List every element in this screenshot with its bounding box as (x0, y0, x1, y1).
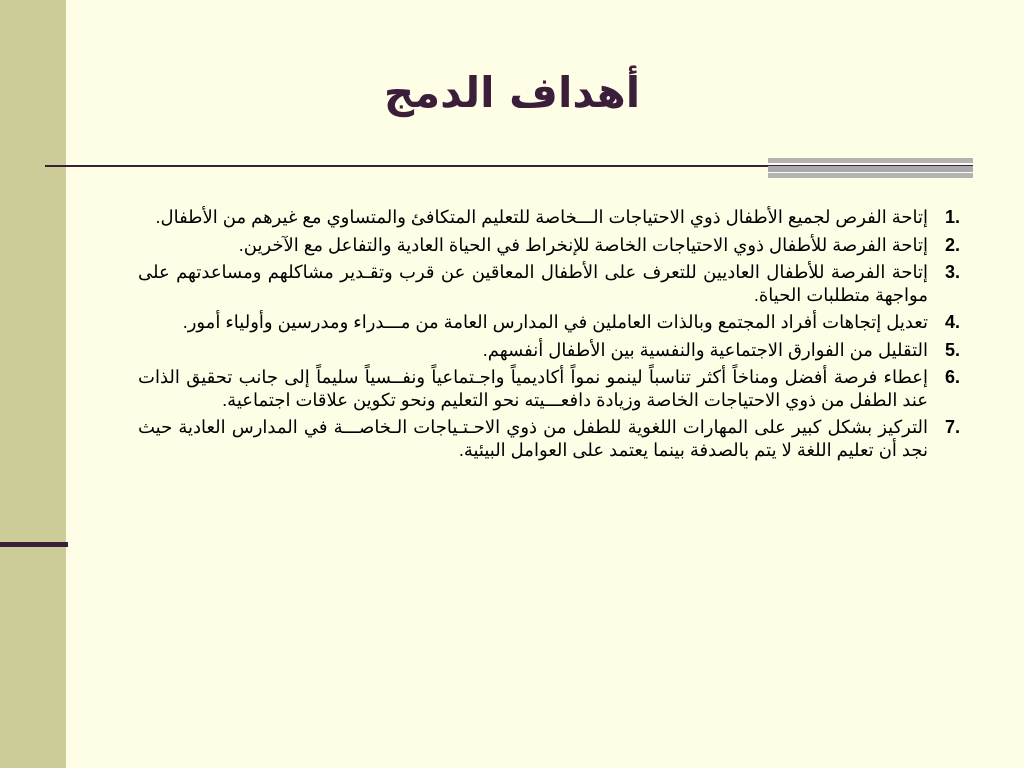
title-accent-bars (768, 156, 973, 180)
accent-bar (768, 166, 973, 172)
item-number: 3. (944, 262, 960, 282)
item-text: تعديل إتجاهات أفراد المجتمع وبالذات العاملين في المدارس العامة من مـــدراء ومدرسين وأولياء أمور. (182, 312, 928, 332)
item-number: 1. (944, 207, 960, 227)
left-band-divider (0, 542, 68, 547)
list-item (138, 366, 960, 411)
item-number: 5. (944, 339, 960, 360)
accent-bar (768, 158, 973, 163)
item-number: 6. (944, 367, 960, 387)
item-text: إتاحة الفرصة للأطفال ذوي الاحتياجات الخاصة للإنخراط في الحياة العادية والتفاعل مع الآخرين. (238, 234, 928, 255)
slide-title: أهداف الدمج (383, 68, 641, 117)
item-text: التركيز بشكل كبير على المهارات اللغوية للطفل من ذوي الاحـتـياجات الـخاصـــة في المدارس العادية حيث نجد أن تعليم اللغة لا يتم بالصدفة بينما يعتمد على العوامل البيئية. (138, 417, 928, 460)
list-item (138, 261, 960, 306)
item-number: 4. (944, 312, 960, 332)
goals-list (138, 206, 960, 466)
list-item (138, 311, 960, 334)
list-item (138, 206, 960, 229)
item-text: إتاحة الفرصة للأطفال العاديين للتعرف على الأطفال المعاقين عن قرب وتقـدير مشاكلهم ومساعدتهم على مواجهة متطلبات الحياة. (138, 262, 928, 305)
item-text: إتاحة الفرص لجميع الأطفال ذوي الاحتياجات الـــخاصة للتعليم المتكافئ والمتساوي مع غيرهم من الأطفال. (155, 207, 928, 227)
item-text: إعطاء فرصة أفضل ومناخاً أكثر تناسباً لينمو نمواً أكاديمياً واجـتماعياً ونفــسياً سليماً إلى جانب تحقيق الذات عند الطفل من ذوي الاحتياجات الخاصة وزيادة دافعـــيته نحو التعليم ونحو تكوين علاقات اجتماعية. (138, 367, 928, 410)
item-number: 7. (944, 417, 960, 437)
list-item (138, 416, 960, 461)
accent-bar (768, 173, 973, 178)
item-text: التقليل من الفوارق الاجتماعية والنفسية بين الأطفال أنفسهم. (482, 339, 928, 360)
list-item (138, 234, 960, 257)
item-number: 2. (944, 234, 960, 255)
list-item (138, 339, 960, 362)
